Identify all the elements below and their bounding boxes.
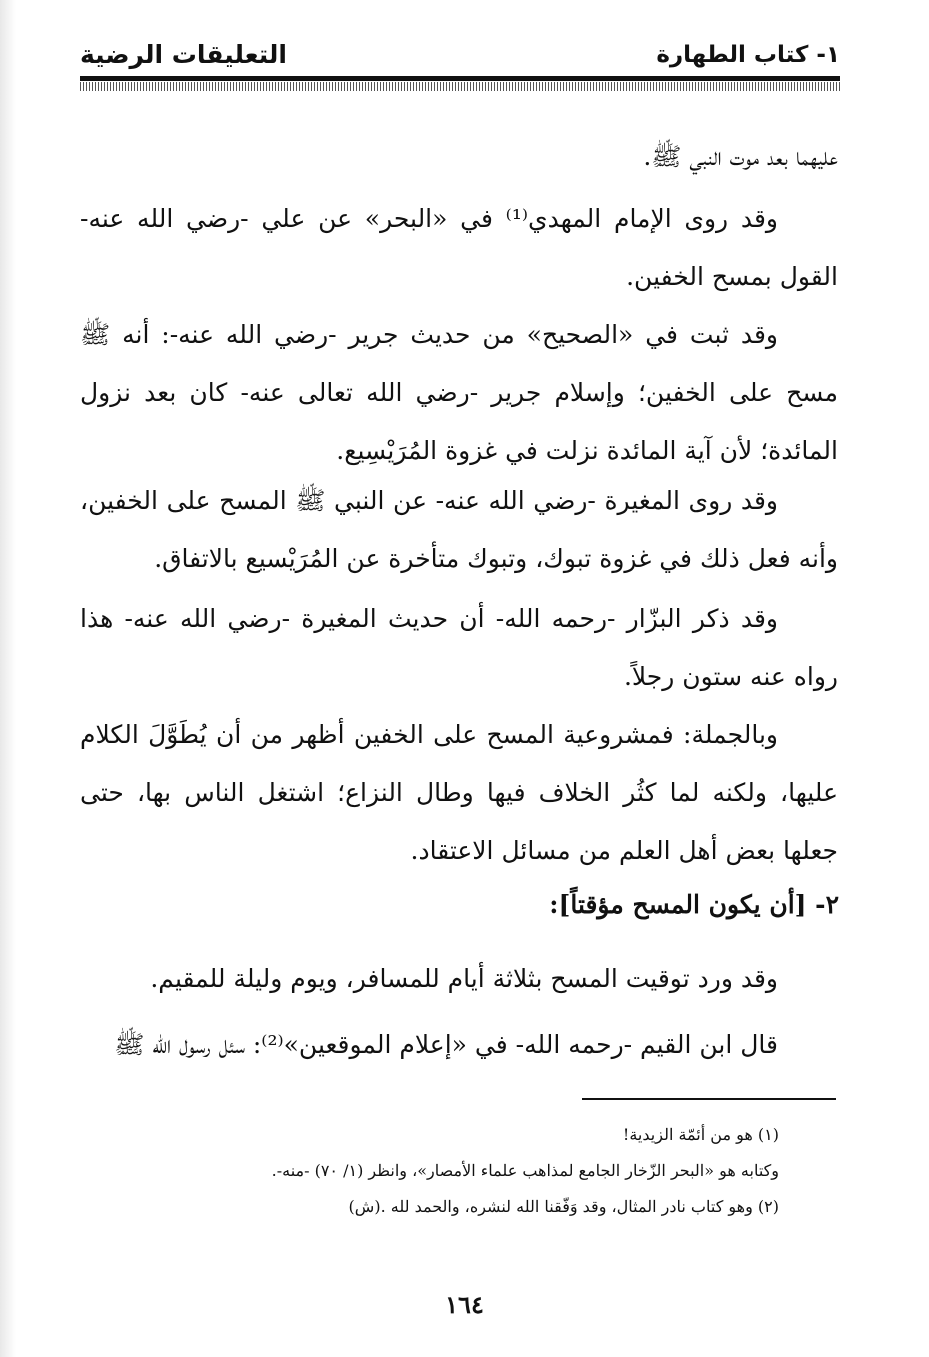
paragraph-2: وقد روى الإمام المهدي⁽¹⁾ في «البحر» عن علي -رضي الله عنه- القول بمسح الخفين. xyxy=(80,204,838,291)
paragraph-5: وقد ذكر البزّار -رحمه الله- أن حديث المغيرة -رضي الله عنه- هذا رواه عنه ستون رجلاً. xyxy=(80,604,838,691)
header-hatch-rule xyxy=(80,82,840,91)
footnote-1-continued: وكتابه هو «البحر الزّخار الجامع لمذاهب علماء الأمصار»، وانظر (١/ ٧٠) -منه-. xyxy=(271,1161,779,1180)
section-heading: ٢- [أن يكون المسح مؤقتاً]: xyxy=(549,890,839,919)
footnote-1: (١) هو من أئمّة الزيدية! xyxy=(622,1125,779,1144)
paragraph-6: وبالجملة: فمشروعية المسح على الخفين أظهر من أن يُطَوَّلَ الكلام عليها، ولكنه لما كثُر الخلاف فيها وطال النزاع؛ اشتغل الناس بها، حتى جعلها بعض أهل العلم من مسائل الاعتقاد. xyxy=(80,720,838,865)
page-number: ١٦٤ xyxy=(445,1290,484,1319)
footnote-2: (٢) وهو كتاب نادر المثال، وقد وَفّقنا الله لنشره، والحمد لله .(ش) xyxy=(348,1197,779,1216)
page-edge-shadow xyxy=(0,0,16,1357)
book-title: التعليقات الرضية xyxy=(80,40,287,69)
paragraph-7: وقد ورد توقيت المسح بثلاثة أيام للمسافر، ويوم وليلة للمقيم. xyxy=(150,964,778,993)
paragraph-8: قال ابن القيم -رحمه الله- في «إعلام الموقعين»⁽²⁾: سئل رسول الله ﷺ xyxy=(114,1030,778,1059)
paragraph-3: وقد ثبت في «الصحيح» من حديث جرير -رضي الله عنه-: أنه ﷺ مسح على الخفين؛ وإسلام جرير -رضي الله تعالى عنه- كان بعد نزول المائدة؛ لأن آية المائدة نزلت في غزوة المُرَيْسِيع. xyxy=(80,320,838,465)
paragraph-4: وقد روى المغيرة -رضي الله عنه- عن النبي ﷺ المسح على الخفين، وأنه فعل ذلك في غزوة تبوك، وتبوك متأخرة عن المُرَيْسيع بالاتفاق. xyxy=(80,486,838,573)
header-rule xyxy=(80,76,840,81)
running-header xyxy=(80,38,840,72)
footnote-separator xyxy=(582,1098,836,1100)
paragraph-1: عليهما بعد موت النبي ﷺ. xyxy=(643,142,838,171)
chapter-title: ١- كتاب الطهارة xyxy=(656,42,840,68)
